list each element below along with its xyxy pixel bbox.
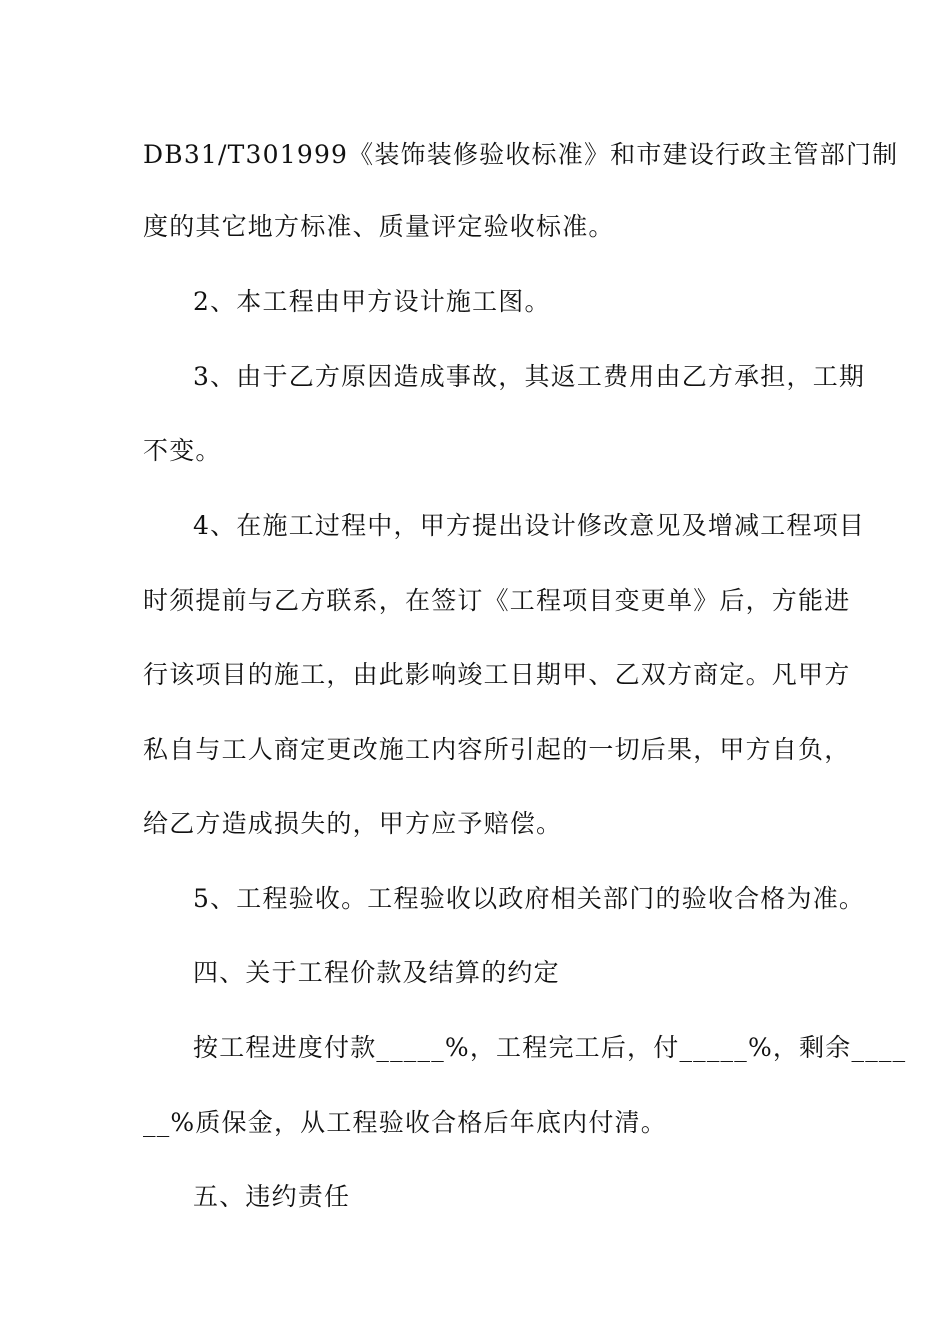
text-line: 时须提前与乙方联系，在签订《工程项目变更单》后，方能进 — [143, 586, 851, 615]
text-line: 2、本工程由甲方设计施工图。 — [193, 287, 551, 316]
section-heading: 五、违约责任 — [193, 1182, 351, 1211]
text-line: 4、在施工过程中，甲方提出设计修改意见及增减工程项目 — [193, 511, 866, 540]
text-line: 按工程进度付款_____%，工程完工后，付_____%，剩余____ — [193, 1033, 907, 1062]
text-line: 不变。 — [143, 436, 222, 465]
text-line: 3、由于乙方原因造成事故，其返工费用由乙方承担，工期 — [193, 362, 866, 391]
text-line: 5、工程验收。工程验收以政府相关部门的验收合格为准。 — [193, 884, 866, 913]
text-line: 给乙方造成损失的，甲方应予赔偿。 — [143, 809, 563, 838]
text-line: 行该项目的施工，由此影响竣工日期甲、乙双方商定。凡甲方 — [143, 660, 851, 689]
section-heading: 四、关于工程价款及结算的约定 — [193, 958, 560, 987]
text-line: DB31/T301999《装饰装修验收标准》和市建设行政主管部门制 — [143, 140, 899, 169]
text-line: 私自与工人商定更改施工内容所引起的一切后果，甲方自负， — [143, 735, 851, 764]
text-line: 度的其它地方标准、质量评定验收标准。 — [143, 212, 615, 241]
text-line: __%质保金，从工程验收合格后年底内付清。 — [143, 1108, 667, 1137]
